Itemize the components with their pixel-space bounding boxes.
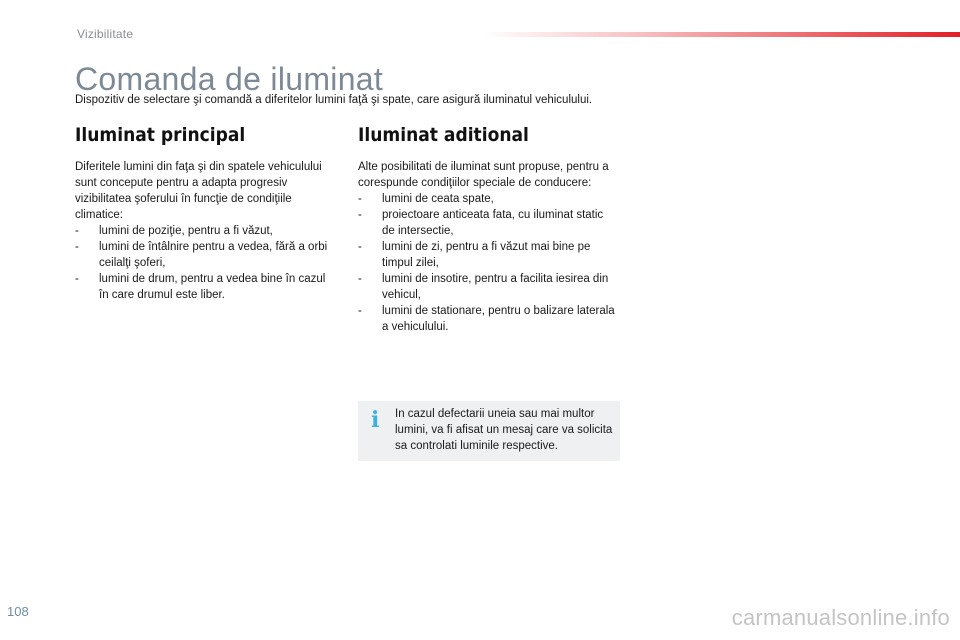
left-column-heading: Iluminat principal: [75, 124, 246, 146]
left-column-paragraph: Diferitele lumini din faţa şi din spatele vehiculului sunt concepute pentru a adapta progresiv vizibilitatea şoferului în funcţie de condiţiile climatice:: [75, 161, 322, 221]
header-accent-rule: [482, 32, 960, 37]
info-text: In cazul defectarii uneia sau mai multor lumini, va fi afisat un mesaj care va solicita sa controlati luminile respective.: [395, 408, 613, 452]
watermark: carmanualsonline.info: [731, 605, 950, 630]
list-item: - lumini de întâlnire pentru a vedea, fără a orbi ceilalţi şoferi,: [75, 239, 330, 271]
right-column: [358, 122, 618, 335]
list-item: - lumini de insotire, pentru a facilita iesirea din vehicul,: [358, 271, 618, 303]
page-title: Comanda de iluminat: [75, 61, 384, 97]
right-column-paragraph: Alte posibilitati de iluminat sunt propuse, pentru a corespunde condiţiilor speciale de conducere:: [358, 161, 609, 189]
info-icon: i: [371, 407, 380, 433]
list-item: - lumini de stationare, pentru o balizare laterala a vehiculului.: [358, 303, 618, 335]
info-box: [358, 401, 620, 461]
right-column-heading: Iluminat aditional: [358, 124, 529, 146]
list-item: - proiectoare anticeata fata, cu iluminat static de intersectie,: [358, 207, 618, 239]
intro-text: Dispozitiv de selectare şi comandă a diferitelor lumini faţă şi spate, care asigură iluminatul vehiculului.: [75, 94, 593, 106]
left-column: [75, 122, 330, 303]
list-item: - lumini de drum, pentru a vedea bine în cazul în care drumul este liber.: [75, 271, 330, 303]
left-column-list: [75, 223, 330, 303]
list-item: - lumini de poziţie, pentru a fi văzut,: [75, 223, 330, 239]
list-item: - lumini de ceata spate,: [358, 191, 618, 207]
page-number: 108: [7, 604, 29, 619]
section-label: Vizibilitate: [77, 27, 134, 41]
right-column-list: [358, 191, 618, 335]
list-item: - lumini de zi, pentru a fi văzut mai bine pe timpul zilei,: [358, 239, 618, 271]
